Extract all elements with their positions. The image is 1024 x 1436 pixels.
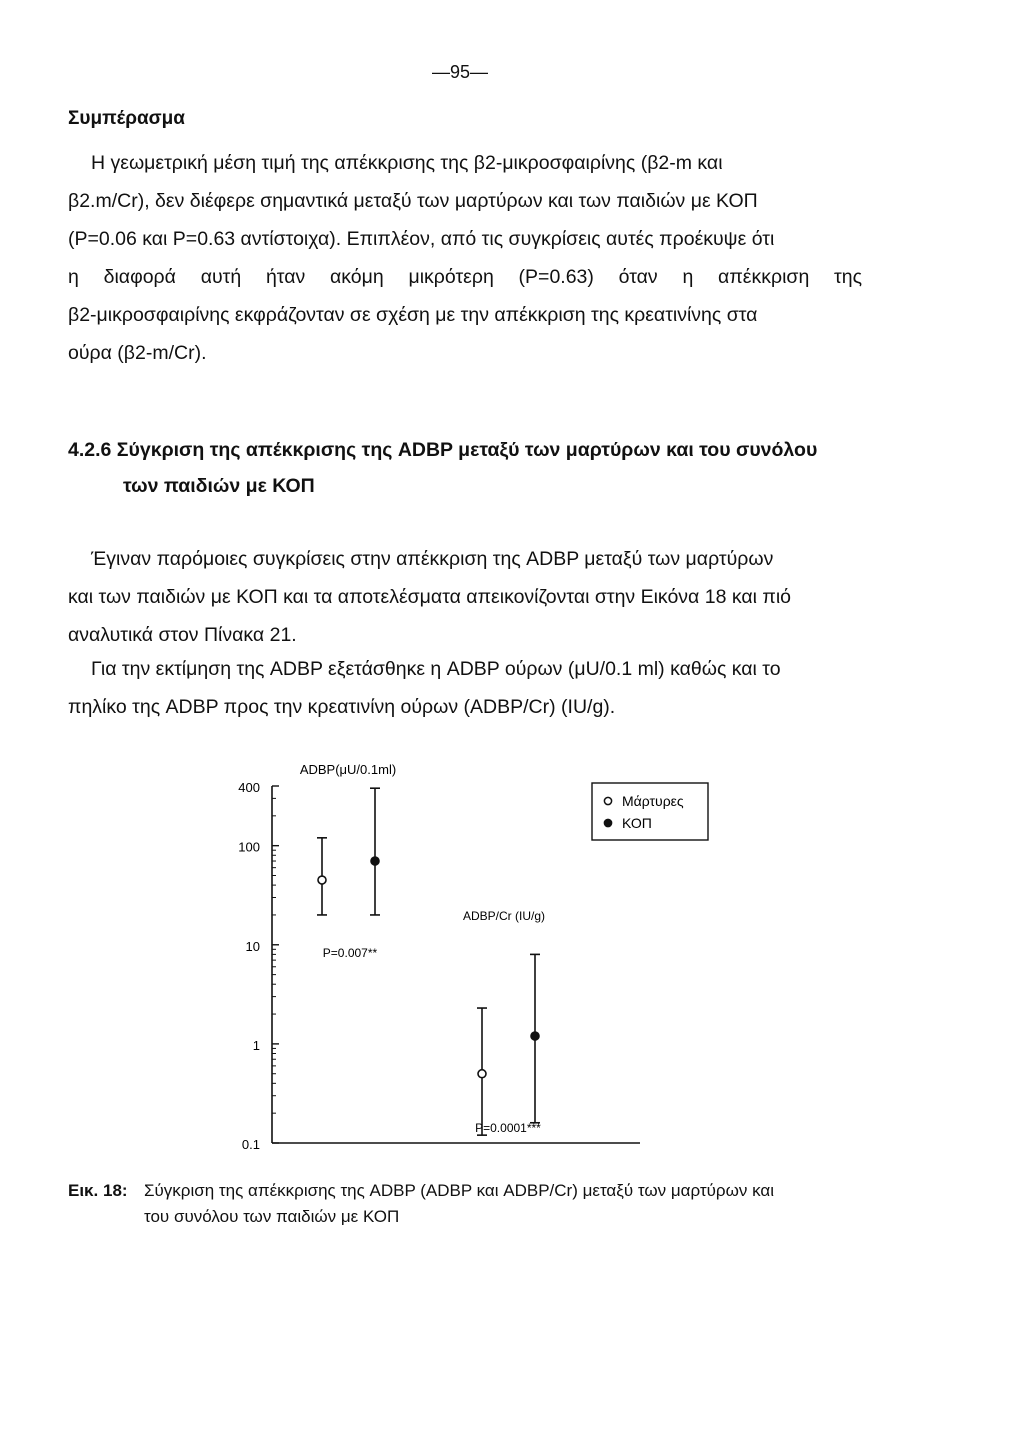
y-tick-label: 1 — [252, 1037, 260, 1053]
p-value-label: P=0.007** — [322, 946, 378, 960]
section-number: 4.2.6 — [68, 439, 112, 461]
y-tick-label: 10 — [245, 938, 260, 954]
para2-line3: αναλυτικά στον Πίνακα 21. — [68, 624, 297, 646]
section-title-line1: Σύγκριση της απέκκρισης της ADBP μεταξύ των μαρτύρων και του συνόλου — [116, 439, 818, 461]
legend-marker — [604, 819, 611, 826]
legend-box — [592, 783, 708, 840]
legend-label: Μάρτυρες — [622, 793, 684, 809]
adbp-chart — [200, 750, 720, 1160]
y-tick-label: 100 — [238, 839, 260, 855]
y-tick-label: 0.1 — [241, 1137, 260, 1152]
legend-marker — [604, 797, 611, 804]
section-title-line2: των παιδιών με ΚΟΠ — [123, 475, 315, 497]
para3-line2: πηλίκο της ADBP προς την κρεατινίνη ούρων (ADBP/Cr) (IU/g). — [68, 696, 616, 718]
results-paragraph — [68, 540, 862, 654]
y-tick-label: 400 — [238, 780, 260, 795]
p-value-label: P=0.0001*** — [475, 1121, 541, 1135]
para1-line6: ούρα (β2-m/Cr). — [68, 342, 207, 364]
control-mean-point — [318, 876, 326, 884]
para1-line2: β2.m/Cr), δεν διέφερε σημαντικά μεταξύ των μαρτύρων και των παιδιών με ΚΟΠ — [68, 190, 758, 212]
para3-line1: Για την εκτίμηση της ADBP εξετάσθηκε η ADBP ούρων (μU/0.1 ml) καθώς και το — [91, 658, 781, 680]
para1-line4: η διαφορά αυτή ήταν ακόμη μικρότερη (P=0.63) όταν η απέκκριση της — [68, 266, 862, 288]
kop-mean-point — [531, 1032, 539, 1040]
caption-label: Εικ. 18: — [68, 1181, 128, 1200]
para1-line5: β2-μικροσφαιρίνης εκφράζονταν σε σχέση με την απέκκριση της κρεατινίνης στα — [68, 304, 758, 326]
section-heading-conclusion: Συμπέρασμα — [68, 108, 185, 129]
para1-line3: (P=0.06 και P=0.63 αντίστοιχα). Επιπλέον, από τις συγκρίσεις αυτές προέκυψε ότι — [68, 228, 775, 250]
conclusion-paragraph — [68, 144, 862, 372]
para2-line1: Έγιναν παρόμοιες συγκρίσεις στην απέκκριση της ADBP μεταξύ των μαρτύρων — [91, 548, 774, 570]
caption-line2: του συνόλου των παιδιών με ΚΟΠ — [144, 1207, 400, 1226]
group-label: ADBP/Cr (IU/g) — [462, 909, 546, 923]
figure-18 — [200, 750, 720, 1165]
para1-line1: Η γεωμετρική μέση τιμή της απέκκρισης της β2-μικροσφαιρίνης (β2-m και — [91, 152, 723, 174]
legend-label: ΚΟΠ — [622, 815, 652, 831]
kop-mean-point — [371, 857, 379, 865]
page-number: —95— — [431, 62, 489, 82]
para2-line2: και των παιδιών με ΚΟΠ και τα αποτελέσματα απεικονίζονται στην Εικόνα 18 και πιό — [68, 586, 792, 608]
figure-caption — [68, 1178, 868, 1230]
group-label: ADBP(μU/0.1ml) — [299, 762, 397, 777]
section-title — [68, 432, 868, 504]
caption-line1: Σύγκριση της απέκκρισης της ADBP (ADBP και ADBP/Cr) μεταξύ των μαρτύρων και — [144, 1181, 774, 1200]
control-mean-point — [478, 1070, 486, 1078]
method-paragraph — [68, 650, 862, 726]
